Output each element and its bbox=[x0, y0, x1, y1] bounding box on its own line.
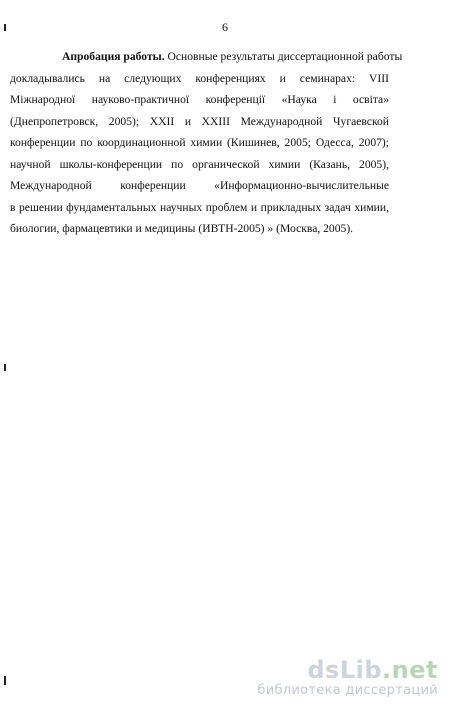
watermark-logo-main: dsLib bbox=[307, 656, 383, 684]
paragraph-line: Міжнародної науково-практичної конференції «Наука і освіта» bbox=[10, 93, 389, 106]
site-watermark bbox=[257, 657, 438, 698]
paragraph-line: научной школы-конференции по органической химии (Казань, 2005), bbox=[10, 157, 389, 171]
paragraph-line bbox=[10, 68, 389, 90]
approbation-paragraph bbox=[10, 46, 403, 240]
paragraph-line: в решении фундаментальных научных проблем и прикладных задач химии, bbox=[10, 200, 389, 214]
watermark-logo bbox=[257, 657, 438, 683]
paragraph-line bbox=[62, 46, 403, 68]
paragraph-line: (Днепропетровск, 2005); XXII и XXIII Международной Чугаевской bbox=[10, 114, 389, 128]
page-number: 6 bbox=[222, 20, 228, 34]
paragraph-heading: Апробация работы. bbox=[62, 50, 165, 63]
margin-mark-middle bbox=[4, 364, 6, 371]
paragraph-line: Международной конференции «Информационно-вычислительные bbox=[10, 179, 389, 192]
paragraph-line: биологии, фармацевтики и медицины (ИВТН-2005) » (Москва, 2005). bbox=[10, 222, 354, 235]
paragraph-line: конференции по координационной химии (Кишинев, 2005; Одесса, 2007); bbox=[10, 136, 389, 149]
margin-mark-top bbox=[4, 24, 6, 31]
margin-mark-bottom bbox=[4, 676, 6, 685]
watermark-subtitle: библиотека диссертаций bbox=[257, 683, 438, 698]
watermark-logo-tld: .net bbox=[382, 656, 438, 684]
paragraph-line-text: Основные результаты диссертационной работы bbox=[167, 50, 403, 63]
paragraph-line-text: докладывались на следующих конференциях и семинарах: VIII bbox=[10, 71, 389, 85]
